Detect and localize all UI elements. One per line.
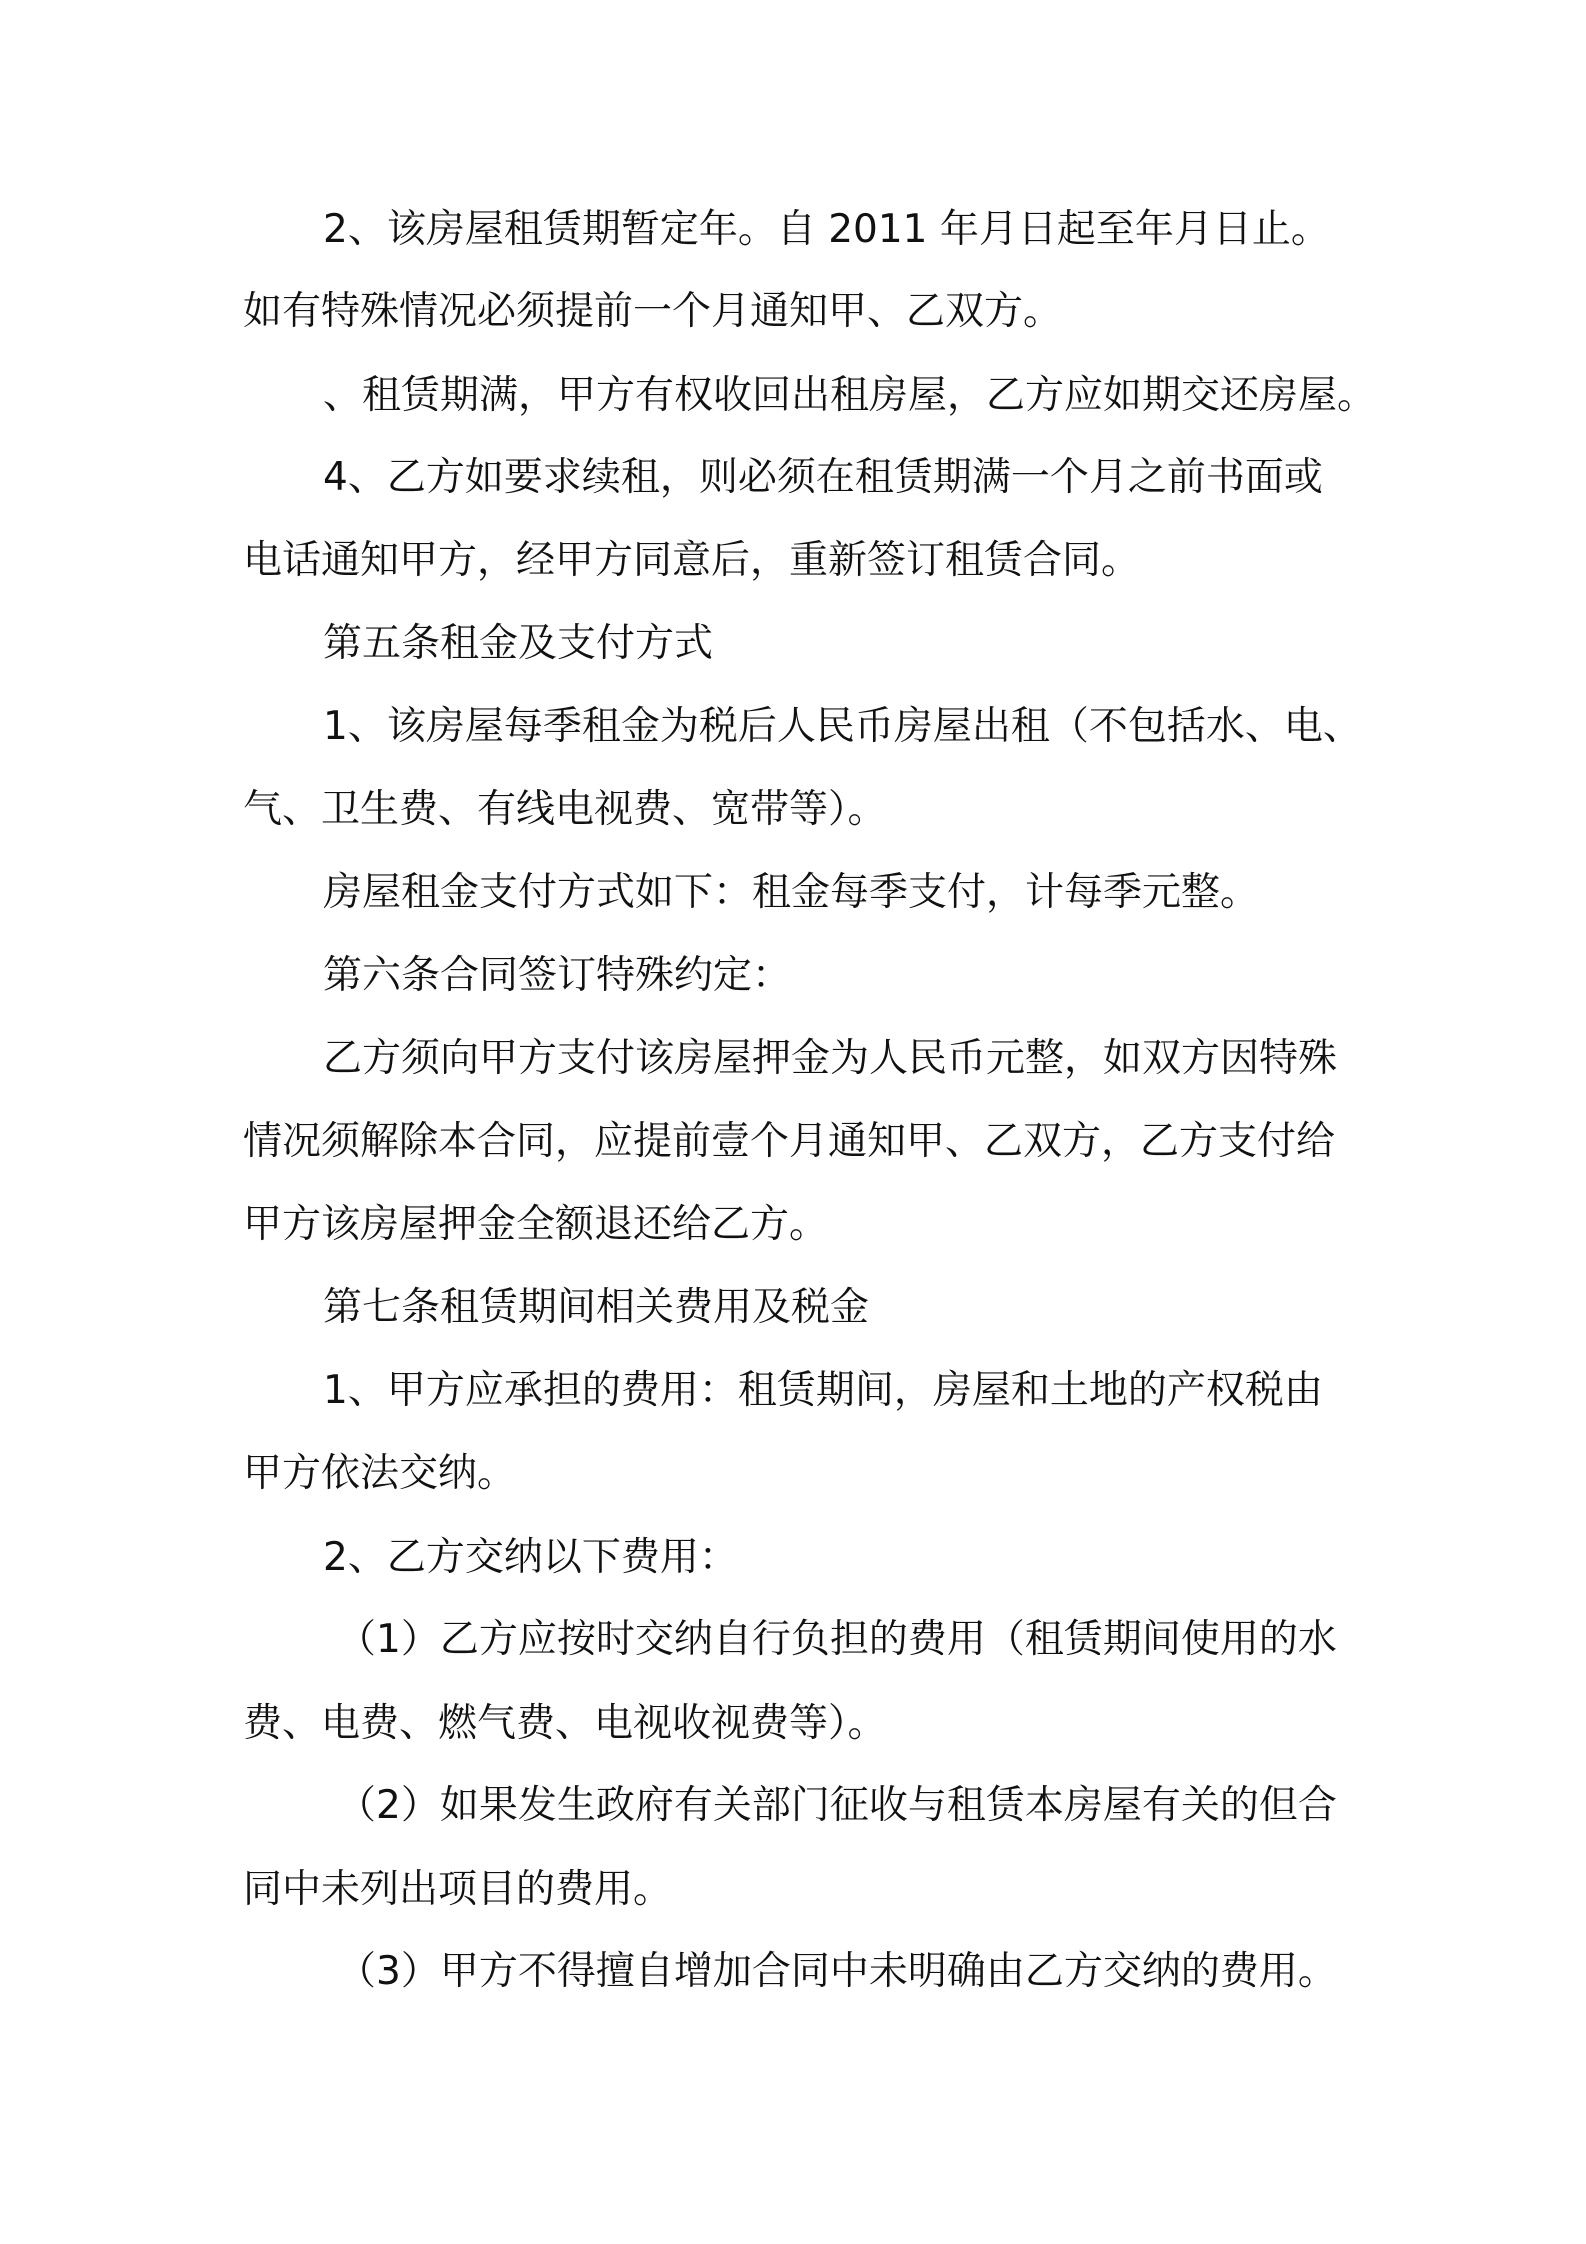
clause-line: 气、卫生费、有线电视费、宽带等）。	[243, 787, 887, 832]
clause-line: （1）乙方应按时交纳自行负担的费用（租赁期间使用的水	[337, 1617, 1337, 1662]
clause-line: 甲方该房屋押金全额退还给乙方。	[243, 1202, 829, 1247]
clause-line: 1、甲方应承担的费用：租赁期间，房屋和土地的产权税由	[323, 1368, 1323, 1413]
clause-line: 情况须解除本合同，应提前壹个月通知甲、乙双方，乙方支付给	[243, 1119, 1336, 1164]
section-heading: 第六条合同签订特殊约定：	[323, 953, 792, 998]
clause-line: 2、该房屋租赁期暂定年。自 2011 年月日起至年月日止。	[323, 207, 1330, 252]
clause-line: 电话通知甲方，经甲方同意后，重新签订租赁合同。	[243, 538, 1141, 583]
clause-line: （2）如果发生政府有关部门征收与租赁本房屋有关的但合	[337, 1783, 1337, 1828]
section-heading: 第五条租金及支付方式	[323, 621, 714, 666]
clause-line: 1、该房屋每季租金为税后人民币房屋出租（不包括水、电、	[323, 704, 1362, 749]
clause-line: 2、乙方交纳以下费用：	[323, 1535, 738, 1580]
clause-line: 4、乙方如要求续租，则必须在租赁期满一个月之前书面或	[323, 455, 1323, 500]
clause-line: （3）甲方不得擅自增加合同中未明确由乙方交纳的费用。	[337, 1949, 1337, 1994]
clause-line: 如有特殊情况必须提前一个月通知甲、乙双方。	[243, 289, 1063, 334]
clause-line: 同中未列出项目的费用。	[243, 1867, 673, 1912]
clause-line: 甲方依法交纳。	[243, 1451, 517, 1496]
clause-line: 房屋租金支付方式如下：租金每季支付，计每季元整。	[323, 870, 1260, 915]
clause-line: 、租赁期满，甲方有权收回出租房屋，乙方应如期交还房屋。	[323, 373, 1377, 418]
clause-line: 费、电费、燃气费、电视收视费等）。	[243, 1701, 887, 1746]
clause-line: 乙方须向甲方支付该房屋押金为人民币元整，如双方因特殊	[323, 1036, 1338, 1081]
section-heading: 第七条租赁期间相关费用及税金	[323, 1285, 870, 1330]
